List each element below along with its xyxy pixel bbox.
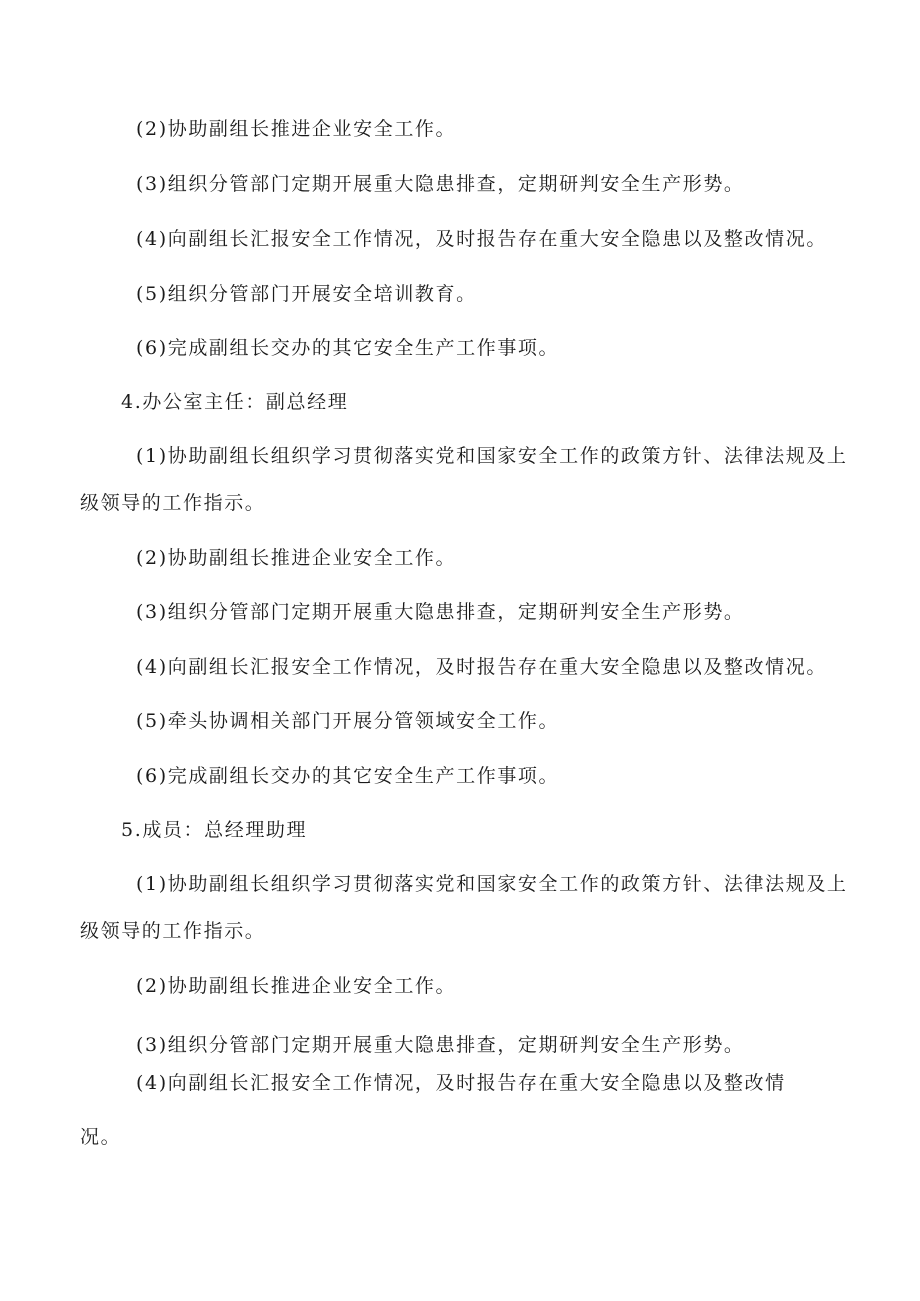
section-heading: 5.成员：总经理助理 — [121, 819, 308, 841]
paragraph-continuation: 级领导的工作指示。 — [80, 920, 266, 942]
paragraph-continuation: 级领导的工作指示。 — [80, 492, 266, 514]
paragraph-line: (4)向副组长汇报安全工作情况，及时报告存在重大安全隐患以及整改情 — [136, 1072, 786, 1094]
paragraph-line: (5)组织分管部门开展安全培训教育。 — [136, 283, 477, 305]
paragraph-line: (3)组织分管部门定期开展重大隐患排查，定期研判安全生产形势。 — [136, 601, 745, 623]
paragraph-line: (5)牵头协调相关部门开展分管领域安全工作。 — [136, 710, 560, 732]
paragraph-line: (3)组织分管部门定期开展重大隐患排查，定期研判安全生产形势。 — [136, 173, 745, 195]
paragraph-line: (6)完成副组长交办的其它安全生产工作事项。 — [136, 765, 560, 787]
paragraph-line: (6)完成副组长交办的其它安全生产工作事项。 — [136, 337, 560, 359]
paragraph-line: (2)协助副组长推进企业安全工作。 — [136, 975, 457, 997]
paragraph-line: (4)向副组长汇报安全工作情况，及时报告存在重大安全隐患以及整改情况。 — [136, 228, 827, 250]
paragraph-line: (1)协助副组长组织学习贯彻落实党和国家安全工作的政策方针、法律法规及上 — [136, 873, 848, 895]
paragraph-line: (4)向副组长汇报安全工作情况，及时报告存在重大安全隐患以及整改情况。 — [136, 656, 827, 678]
paragraph-line: (2)协助副组长推进企业安全工作。 — [136, 118, 457, 140]
paragraph-continuation: 况。 — [80, 1126, 122, 1148]
section-heading: 4.办公室主任：副总经理 — [121, 391, 349, 413]
paragraph-line: (3)组织分管部门定期开展重大隐患排查，定期研判安全生产形势。 — [136, 1034, 745, 1056]
paragraph-line: (2)协助副组长推进企业安全工作。 — [136, 547, 457, 569]
paragraph-line: (1)协助副组长组织学习贯彻落实党和国家安全工作的政策方针、法律法规及上 — [136, 445, 848, 467]
